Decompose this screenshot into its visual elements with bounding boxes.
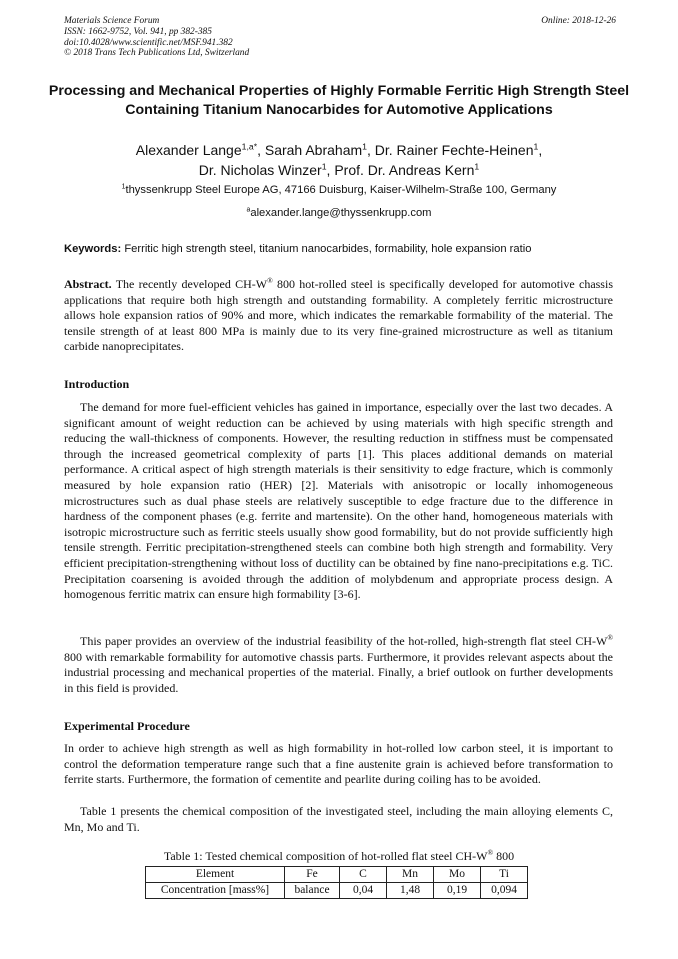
table-cell: C [340,867,387,883]
table-caption: Table 1: Tested chemical composition of hot-rolled flat steel CH-W® 800 [163,848,515,863]
introduction-paragraph-1: The demand for more fuel-efficient vehicles has gained in importance, especially over the last two decades. A significant amount of weight reduction can be achieved by using materials with high specific strength and reducing the wall-thickness of components. However, the resulting reduction in stiffness must be compensated through the increased geometrical complexity of parts [1]. This places additional demands on material performance. A critical aspect of high strength materials is their sensitivity to edge fracture, which is commonly measured by hole expansion ratio (HER) [2]. Materials with anisotropic or locally inhomogeneous microstructures such as dual phase steels are relatively susceptible to edge fracture due to the difference in hardness of the component phases (e.g. ferrite and martensite). On the other hand, homogeneous materials with isotropic microstructure such as ferritic steels usually show good formability, but do not provide sufficiently high tensile strength. Ferritic precipitation-strengthened steels can combine both high strength and formability. Very efficient precipitation-strengthening without loss of ductility can be obtained by fine nano-precipitations e.g. TiC. Precipitation coarsening is avoided through the addition of molybdenum and appropriate process design. A homogenous ferritic matrix can ensure high formability [3-6]. [64,400,613,602]
keywords-label: Keywords: [64,243,122,255]
keywords-text: Ferritic high strength steel, titanium nanocarbides, formability, hole expansion ratio [124,243,532,255]
author-email: $^a$alexander.lange@thyssenkrupp.com [246,206,432,219]
author: Alexander Lange$^{1,a*}$ [135,141,258,158]
author: Sarah Abraham$^1$ [264,141,367,158]
table-cell: 0,094 [481,883,528,899]
section-heading-experimental: Experimental Procedure [64,719,190,733]
journal-name: Materials Science Forum [64,16,160,26]
author: Prof. Dr. Andreas Kern$^1$ [334,161,480,178]
online-date: Online: 2018-12-26 [541,16,616,26]
table-header-row [146,867,528,883]
table-cell: Fe [285,867,340,883]
abstract: Abstract. The recently developed CH-W® 800 hot-rolled steel is specifically developed for automotive chassis applications that require both high strength and outstanding formability. A completely ferritic microstructure allows hole expansion ratios of 90% and more, which indicates the remarkable formability of the material. The tensile strength of at least 800 MPa is mainly due to its very fine-grained microstructure as well as titanium carbide nanoprecipitates. [64,276,613,354]
table-cell: balance [285,883,340,899]
paper-title: Processing and Mechanical Properties of Highly Formable Ferritic High Strength Steel Containing Titanium Nanocarbides for Automotive Applications [48,83,630,118]
table-cell: 0,04 [340,883,387,899]
section-heading-introduction: Introduction [64,377,130,391]
table-row [146,883,528,899]
table-cell: Ti [481,867,528,883]
table-cell: 1,48 [387,883,434,899]
abstract-label: Abstract. [64,277,112,291]
table-cell: Element [146,867,285,883]
copyright-line: © 2018 Trans Tech Publications Ltd, Switzerland [64,48,250,59]
keywords [64,243,624,255]
table-cell: 0,19 [434,883,481,899]
experimental-paragraph-2: Table 1 presents the chemical composition of the investigated steel, including the main alloying elements C, Mn, Mo and Ti. [64,804,613,834]
table-cell: Mo [434,867,481,883]
composition-table [145,866,528,899]
author: Dr. Nicholas Winzer$^1$ [198,161,327,178]
journal-header [64,16,616,59]
affiliation: $^1$thyssenkrupp Steel Europe AG, 47166 Duisburg, Kaiser-Wilhelm-Straße 100, Germany [121,183,557,196]
author-list: Alexander Lange$^{1,a*}$, Sarah Abraham$^1$, Dr. Rainer Fechte-Heinen$^1$, Dr. Nicholas Winzer$^1$, Prof. Dr. Andreas Kern$^1$ [135,141,543,178]
introduction-paragraph-2: This paper provides an overview of the industrial feasibility of the hot-rolled, high-strength flat steel CH-W® 800 with remarkable formability for automotive chassis parts. Furthermore, it provides relevant aspects about the industrial processing and mechanical properties of the material. Finally, a brief outlook on further developments in this field is provided. [64,633,613,695]
doi-line: doi:10.4028/www.scientific.net/MSF.941.382 [64,37,233,48]
issn-line: ISSN: 1662-9752, Vol. 941, pp 382-385 [64,26,212,37]
experimental-paragraph-1: In order to achieve high strength as well as high formability in hot-rolled low carbon steel, it is important to control the deformation temperature range such that a fine austenite grain is achieved before transformation to ferrite starts. Furthermore, the formation of cementite and pearlite during coiling has to be avoided. [64,741,613,787]
table-cell: Mn [387,867,434,883]
author: Dr. Rainer Fechte-Heinen$^1$ [374,141,539,158]
table-cell: Concentration [mass%] [146,883,285,899]
